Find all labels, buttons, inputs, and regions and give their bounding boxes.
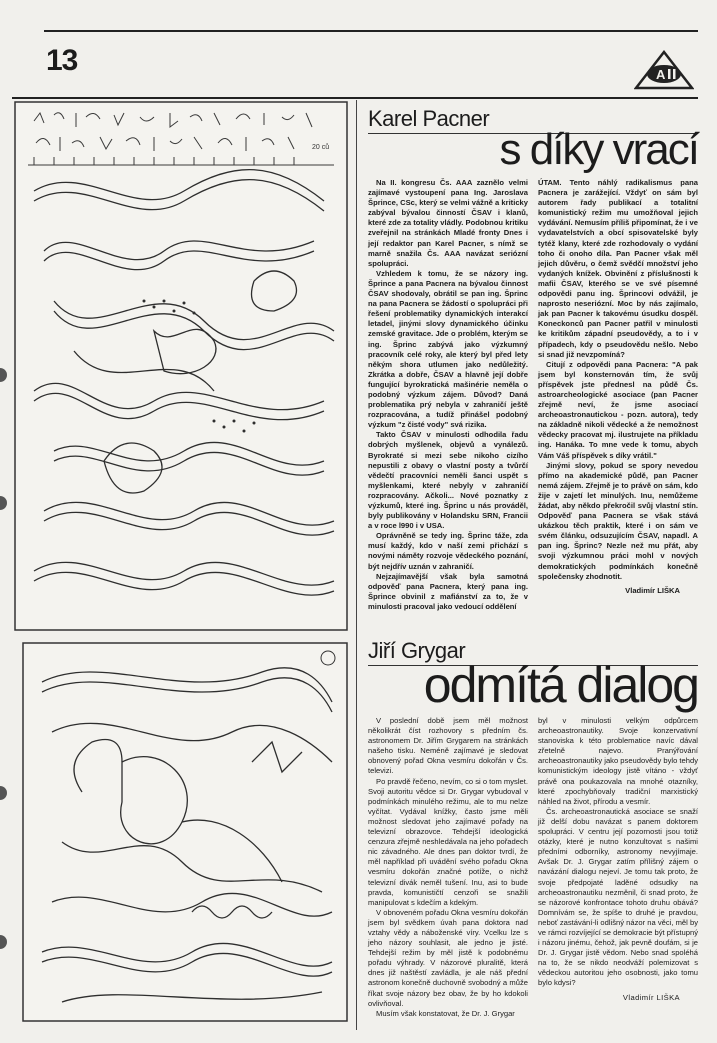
article-body xyxy=(368,716,698,1019)
article-author: Jiří Grygar xyxy=(368,638,466,663)
magazine-logo-icon xyxy=(634,50,694,95)
paragraph: V obnoveném pořadu Okna vesmíru dokořán jsem byl svědkem úvah pana doktora nad vztahy vědy a náboženské víry. Vcelku lze s jeho názory souhlasit, ale jedno je jisté. Tehdejší režim by měl jistě k podobnému pořadu výhrady. V názorové pluralitě, která dnes již naštěstí zavládla, je ale náš přední astronom konečně duchovně svobodný a může říkat svoje názory bez obav, že by ho kdokoli ovlivňoval. xyxy=(368,907,528,1008)
article-column-1 xyxy=(368,716,528,1019)
punch-hole xyxy=(0,368,7,382)
paragraph: Jinými slovy, pokud se spory nevedou přímo na akademické půdě, pan Pacner nemá zájem. Zřejmě je to právě on sám, kdo žije v zajetí let minulých. Inu, nemůžeme žádat, aby někdo překročil svůj vlastní stín. Odpověď pana Pacnera se však stává ukázkou těch praktik, které i on sám ve svém článku, odsuzujícím ČSAV, napadl. A pan ing. Šprinc? Nezle než mu přát, aby svoji výzkumnou práci mohl v nových demokratických podmínkách konečně společensky zhodnotit. xyxy=(538,460,698,581)
punch-hole xyxy=(0,496,7,510)
page-number: 13 xyxy=(46,44,78,77)
paragraph: Takto ČSAV v minulosti odhodila řadu dobrých myšlenek, objevů a vynálezů. Byrokraté si mezi sebe nikoho cizího nepustili z obavy o vlastní posty a tvůrčí vědečtí pracovníci neměli šanci uspět s myšlenkami, které nebyly v zahraničí rozpracovány. Ačkoli... Nové poznatky z výzkumů, které ing. Šprinc u nás prováděl, byly publikovány v Holandsku SRN, Francii a v roce l990 i v USA. xyxy=(368,430,528,531)
paragraph: Nejzajímavější však byla samotná odpověď pana Pacnera, který pana ing. Šprince obvinil z mafiánství za to, že v minulosti pracoval jako vedoucí oddělení xyxy=(368,571,528,611)
column-divider xyxy=(356,100,357,1030)
article-body xyxy=(368,178,698,612)
top-rule xyxy=(44,30,698,32)
illustration-dragon-bird xyxy=(22,642,348,1022)
paragraph: Vzhledem k tomu, že se názory ing. Šprince a pana Pacnera na bývalou činnost ČSAV shodovaly, obrátil se pan ing. Šprinc na pana Pacnera se žádostí o spolupráci při řešení problematiky dynamických interakcí letadel, jinými slovy dynamického účinku zemské gravitace. Jde o problém, kterým se ing. Šprinc zabývá jako výzkumný pracovník celé roky, ale který byl před lety někým shora utlumen jako nedůležitý. Zkrátka a dobře, ČSAV a hlavně její dobře fungující byrokratická mašinérie neměla o podobný výzkum zájem. Důvod? Daná problematika prý nebyla v zahraničí ještě rozpracována, a tudíž přinášel podobný výzkum "z čisté vody" svá rizika. xyxy=(368,268,528,430)
article-pacner xyxy=(368,108,698,612)
article-headline: odmítá dialog xyxy=(423,657,698,713)
punch-hole xyxy=(0,935,7,949)
article-column-2 xyxy=(538,178,698,612)
article-column-1 xyxy=(368,178,528,612)
article-headline: s díky vrací xyxy=(499,125,698,174)
logo-text: A xyxy=(656,67,666,82)
paragraph: Po pravdě řečeno, nevím, co si o tom myslet. Svoji autoritu vědce si Dr. Grygar vybudoval v podmínkách minulého režimu, ale to mu nelze vyčítat. Vydával knížky, často jsme měli možnost sledovat jeho zajímavé pořady na televizní obrazovce. Tehdejší ideologická cenzura zřejmě neshledávala na jeho pořadech nic závadného. Ale dnes pan doktor tvrdí, že měl například při uvádění svého pořadu Okna vesmíru dokořán značné potíže, o nichž televizní divák neměl tušení. Inu, asi to bude pravda, komunističtí cenzoři se snažili manipulovat s kdečím a kdekým. xyxy=(368,776,528,907)
article-grygar xyxy=(368,640,698,1019)
article-author: Karel Pacner xyxy=(368,106,490,131)
paragraph: Na II. kongresu Čs. AAA zaznělo velmi zajímavé vystoupení pana Ing. Jaroslava Šprince, CSc, který se velmi vážně a kriticky zabýval bývalou činností ČSAV i klanů, které zde za totality vládly. Podobnou kritiku zveřejnil na stránkách Mladé fronty Dnes i její redaktor pan Karel Pacner, s nímž se marně snažila Čs. AAA navázat seriózní spolupráci. xyxy=(368,178,528,268)
illustration-caption: 20 ců xyxy=(312,144,330,151)
article-column-2 xyxy=(538,716,698,1019)
header-rule xyxy=(12,97,698,99)
article-signature: Vladimír LIŠKA xyxy=(625,585,680,595)
paragraph: V poslední době jsem měl možnost několikrát číst rozhovory s předním čs. astronomem Dr. Jiřím Grygarem na stránkách našeho tisku. Neméně zajímavé je sledovat obnovený pořad Okna vesmíru dokořán v Čs. televizi. xyxy=(368,716,528,776)
paragraph: Oprávněně se tedy ing. Šprinc táže, zda musí každý, kdo v naší zemi přichází s novými náměty rozvoje vědeckého poznání, být nejdřív uznán v zahraničí. xyxy=(368,531,528,571)
paragraph: Musím však konstatovat, že Dr. J. Grygar xyxy=(376,1008,515,1018)
paragraph: Čs. archeoastronautická asociace se snaží již delší dobu navázat s panem doktorem spolupráci. V centru její pozornosti jsou totiž otázky, které je nutno konzultovat s našimi předními odborníky, astronomy nevyjímaje. Avšak Dr. J. Grygar zatím přílišný zájem o navázání dialogu nejeví. Je tomu tak proto, že svoje předpojaté laděné odsudky na archeoastronautiku nezměnil, či snad proto, že se názorové konfrontace tohoto druhu obává? Domnívám se, že spíše to druhé je pravdou, neboť zastávání-li odlišný názor na věci, měl by ve rámci rozvíjející se demokracie být přístupný i názoru jinému, čehož, jak pevně doufám, si je Dr. J. Grygar jistě vědom. Nebo snad spoléhá na to, že se nikdo neodváží polemizovat s vědeckou autoritou jeho osobnosti, jako tomu bylo kdysi? xyxy=(538,806,698,988)
paragraph: ÚTAM. Tento náhlý radikalismus pana Pacnera je zarážející. Vždyť on sám byl autorem řady publikací a totalitní komunistický režim mu umožňoval jejich vydávání. Nemusím příliš připomínat, že i ve vydavatelstvích a obcí spisovatelské byly tytéž klany, které zde rozhodovaly o vydání toho či onoho díla. Pan Pacner však měl jejich důvěru, o čemž svědčí množství jeho vydaných knížek. Obvinění z příslušnosti k mafii ČSAV, kterého se ve své písemné odpovědi panu ing. Šprincovi odvážil, je naprosto neseriózní. Moc by nás zajímalo, jak pan Pacner k takovému úsudku dospěl. Koneckonců pan Pacner patřil v minulosti ke kritikům západní pseudovědy, a to i v případech, kdy o pseudovědu nešlo. Nebo si snad již nevzpomíná? xyxy=(538,178,698,359)
illustration-ornamental-maze xyxy=(14,101,348,631)
paragraph: byl v minulosti velkým odpůrcem archeoastronautiky. Svoje konzervativní stanoviska k této problematice navíc dával zřetelně najevo. Pranýřování archeoastronautiky jako pseudovědy bylo tehdy komunistickým ideology jistě vítáno - vždyť právě ona poukazovala na mnohé otazníky, které zpochybňovaly tradiční marxistický náhled na život, přírodu a vesmír. xyxy=(538,716,698,806)
punch-hole xyxy=(0,786,7,800)
article-signature: Vladimír LIŠKA xyxy=(622,992,680,1002)
paragraph: Citují z odpovědi pana Pacnera: "A pak jsem byl konsternován tím, že svůj příspěvek jste přednesl na půdě Čs. astroarcheologické asociace (pan Pacner zřejmě neví, že jsme asociací archeoastronautickou - pozn. autora), tedy na základně nikoli vědecké a že nemožnost vědecky pracovat mj. ilustrujete na příkladu ing. Hanáka. To mne vede k tomu, abych Vám Váš příspěvek s díky vrátil." xyxy=(538,359,698,460)
